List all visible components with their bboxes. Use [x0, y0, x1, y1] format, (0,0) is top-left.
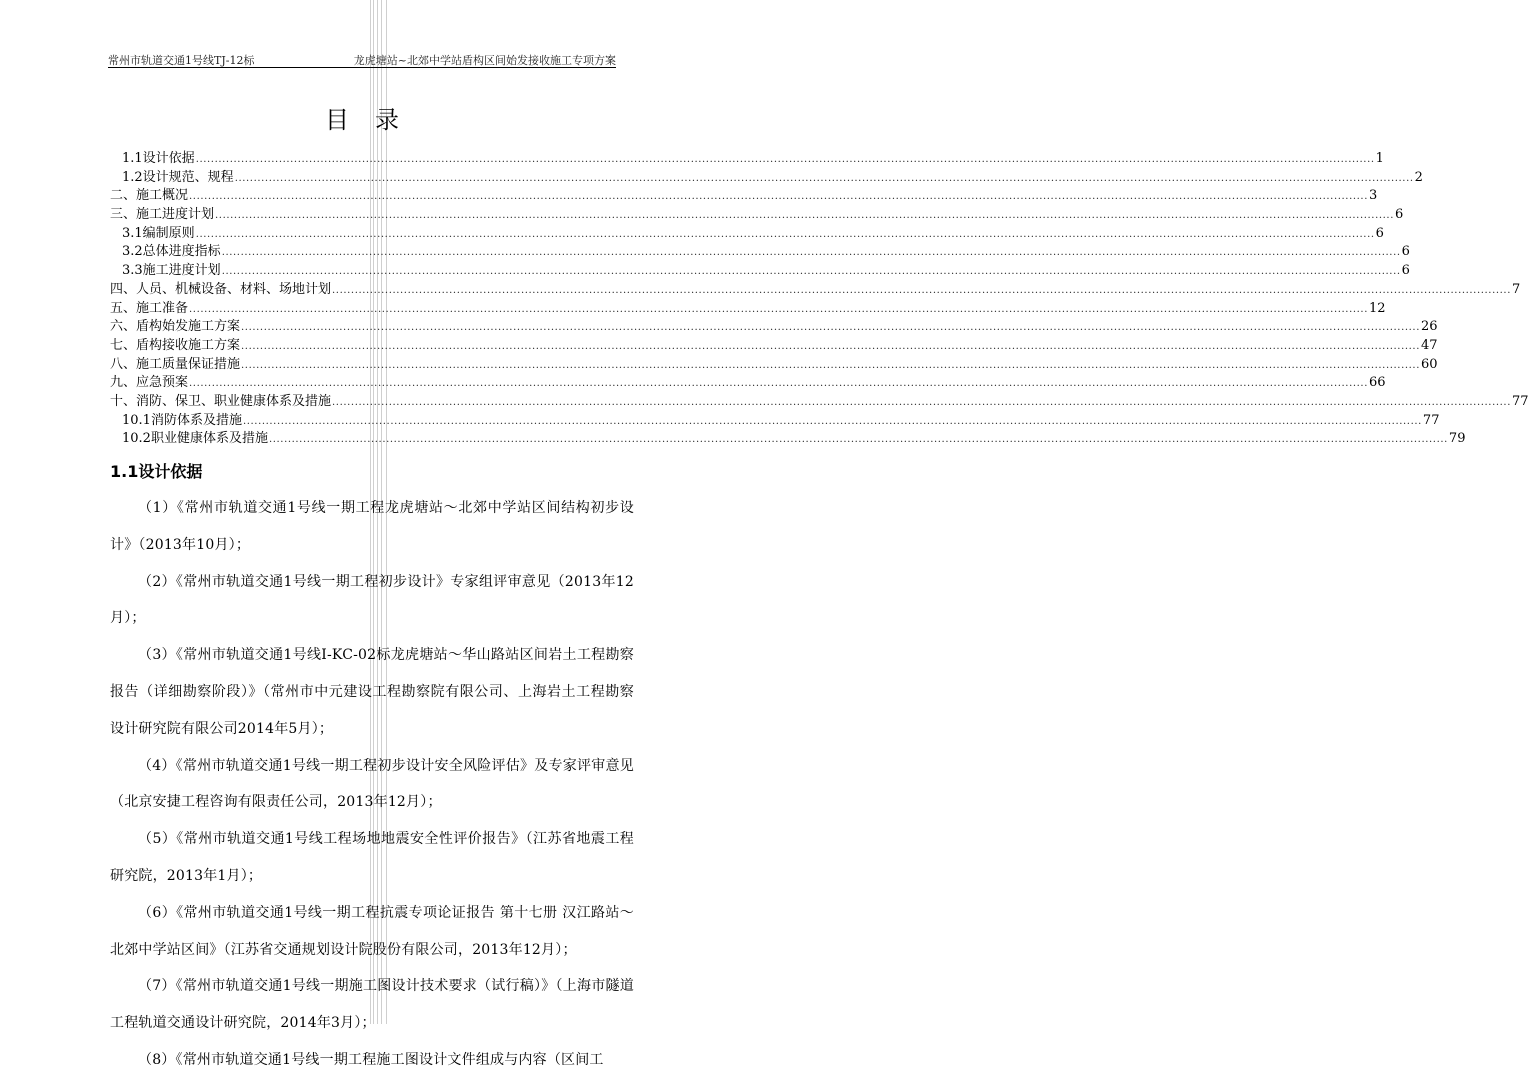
toc-entry[interactable] [110, 225, 1384, 244]
toc-leader-dots [215, 207, 1394, 226]
toc-entry[interactable] [110, 169, 1423, 188]
toc-entry-page: 26 [1420, 319, 1438, 335]
reference-item: （3）《常州市轨道交通1号线I-KC-02标龙虎塘站～华山路站区间岩土工程勘察报告（详细勘察阶段）》（常州市中元建设工程勘察院有限公司、上海岩土工程勘察设计研究院有限公司2014年5月）； [110, 647, 634, 737]
toc-entry[interactable] [110, 393, 1529, 412]
toc-entry-page: 6 [1401, 244, 1410, 260]
toc-entry[interactable] [110, 187, 1378, 206]
toc-entry-page: 79 [1448, 431, 1466, 447]
toc-entry-title: 3.2总体进度指标 [122, 244, 221, 260]
toc-entry-title: 十、消防、保卫、职业健康体系及措施 [110, 393, 332, 409]
toc-entry-title: 四、人员、机械设备、材料、场地计划 [110, 281, 332, 297]
toc-entry-page: 77 [1422, 412, 1440, 428]
toc-entry-page: 47 [1420, 337, 1438, 353]
toc-entry-page: 6 [1375, 225, 1384, 241]
section-heading: 1.1设计依据 [110, 462, 203, 481]
toc-entry-title: 3.3施工进度计划 [122, 263, 221, 279]
toc-entry-title: 七、盾构接收施工方案 [110, 337, 241, 353]
toc-leader-dots [235, 170, 1414, 189]
table-of-contents [110, 150, 1529, 449]
reference-item: （5）《常州市轨道交通1号线工程场地地震安全性评价报告》（江苏省地震工程研究院，2013年1月）； [110, 831, 634, 884]
toc-entry-title: 三、施工进度计划 [110, 207, 215, 223]
reference-item: （7）《常州市轨道交通1号线一期施工图设计技术要求（试行稿）》（上海市隧道工程轨道交通设计研究院，2014年3月）； [110, 978, 634, 1032]
toc-entry-title: 10.1消防体系及措施 [122, 412, 242, 428]
toc-leader-dots [241, 338, 1420, 357]
toc-entry-page: 2 [1414, 169, 1423, 185]
toc-entry[interactable] [110, 281, 1521, 300]
toc-entry-title: 3.1编制原则 [122, 225, 195, 241]
toc-entry-title: 五、施工准备 [110, 300, 189, 316]
toc-entry-title: 九、应急预案 [110, 375, 189, 391]
toc-leader-dots [241, 357, 1420, 376]
toc-entry[interactable] [110, 262, 1410, 281]
toc-entry-page: 77 [1511, 393, 1529, 409]
toc-entry-title: 10.2职业健康体系及措施 [122, 431, 268, 447]
toc-leader-dots [241, 319, 1420, 338]
toc-leader-dots [222, 244, 1401, 263]
toc-entry[interactable] [110, 300, 1386, 319]
header-rule [108, 67, 616, 68]
toc-entry-title: 六、盾构始发施工方案 [110, 319, 241, 335]
toc-leader-dots [196, 226, 1375, 245]
reference-list [110, 490, 634, 1079]
toc-entry-title: 1.1设计依据 [122, 151, 195, 166]
toc-entry-page: 60 [1420, 356, 1438, 372]
toc-leader-dots [189, 301, 1368, 320]
toc-entry-page: 1 [1375, 151, 1384, 166]
toc-entry-page: 7 [1511, 281, 1521, 297]
reference-item: （1）《常州市轨道交通1号线一期工程龙虎塘站～北郊中学站区间结构初步设计》（2013年10月）； [110, 500, 634, 553]
toc-entry[interactable] [110, 150, 1384, 169]
toc-entry-title: 二、施工概况 [110, 188, 189, 204]
toc-entry[interactable] [110, 243, 1410, 262]
header-right: 龙虎塘站~北郊中学站盾构区间始发接收施工专项方案 [353, 54, 616, 67]
toc-entry[interactable] [110, 337, 1438, 356]
toc-leader-dots [243, 413, 1422, 432]
toc-leader-dots [222, 263, 1401, 282]
reference-item: （6）《常州市轨道交通1号线一期工程抗震专项论证报告 第十七册 汉江路站～北郊中学站区间》（江苏省交通规划设计院股份有限公司，2013年12月）； [110, 904, 634, 958]
toc-leader-dots [189, 188, 1368, 207]
toc-entry-page: 6 [1401, 263, 1410, 279]
toc-leader-dots [332, 394, 1511, 413]
toc-entry[interactable] [110, 430, 1466, 449]
toc-leader-dots [269, 431, 1448, 450]
toc-entry-page: 66 [1368, 375, 1386, 391]
toc-leader-dots [196, 151, 1375, 170]
toc-entry[interactable] [110, 412, 1440, 431]
toc-entry-title: 1.2设计规范、规程 [122, 169, 234, 185]
toc-entry-page: 6 [1394, 207, 1404, 223]
toc-entry[interactable] [110, 318, 1438, 337]
reference-item: （2）《常州市轨道交通1号线一期工程初步设计》专家组评审意见（2013年12月）； [110, 573, 634, 627]
toc-title: 目录 [325, 106, 425, 134]
toc-leader-dots [332, 282, 1511, 301]
header-left: 常州市轨道交通1号线TJ-12标 [108, 54, 255, 67]
toc-entry[interactable] [110, 206, 1404, 225]
toc-leader-dots [189, 375, 1368, 394]
toc-entry-page: 12 [1368, 300, 1386, 316]
reference-item: （4）《常州市轨道交通1号线一期工程初步设计安全风险评估》及专家评审意见（北京安捷工程咨询有限责任公司，2013年12月）； [110, 757, 634, 811]
toc-entry[interactable] [110, 356, 1438, 375]
reference-item: （8）《常州市轨道交通1号线一期工程施工图设计文件组成与内容（区间工 [138, 1051, 604, 1068]
toc-entry[interactable] [110, 374, 1386, 393]
toc-entry-page: 3 [1368, 188, 1378, 204]
toc-entry-title: 八、施工质量保证措施 [110, 356, 241, 372]
